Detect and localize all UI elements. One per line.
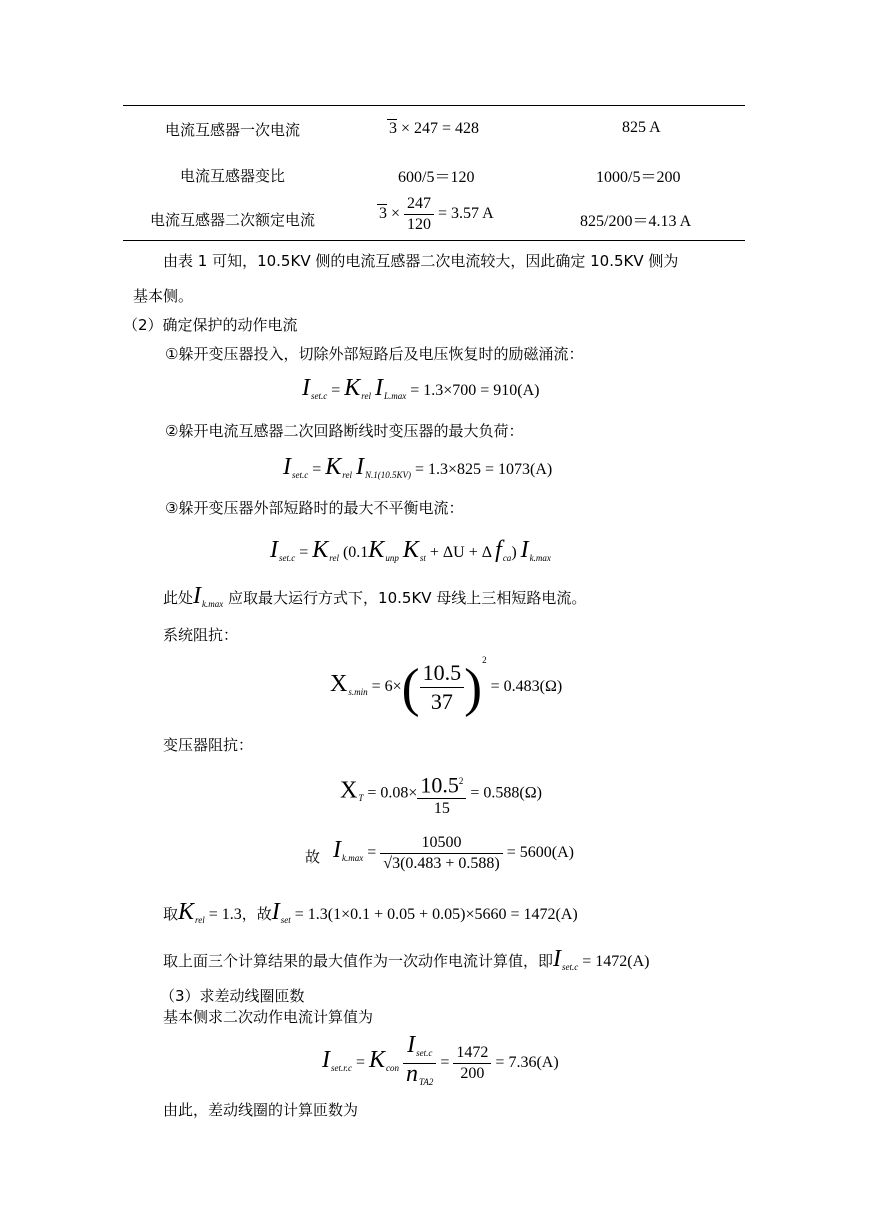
table-bottom-rule [123, 240, 745, 241]
table-row-1-col2: 3 × 247 = 428 [389, 120, 480, 137]
note-line: 此处$I_{k.max}$ 应取最大运行方式下，10.5KV 母线上三相短路电流。 [163, 583, 587, 609]
paragraph-line-1: 由表 1 可知，10.5KV 侧的电流互感器二次电流较大，因此确定 10.5KV 侧为 [163, 252, 679, 270]
max-result-line: 取上面三个计算结果的最大值作为一次动作电流计算值，即$I_{set.c} = 1472(A)$ [163, 946, 650, 972]
final-text: 由此，差动线圈的计算匝数为 [163, 1101, 359, 1119]
basic-side-text: 基本侧求二次动作电流计算值为 [163, 1008, 374, 1026]
system-impedance-label: 系统阻抗： [163, 626, 239, 644]
gu-label: 故 [305, 848, 321, 866]
section-heading-3: （3）求差动线圈匝数 [160, 987, 305, 1005]
transformer-impedance-label: 变压器阻抗： [163, 736, 254, 754]
equation-2: $I_{set.c} = K_{rel}$ $I_{N.1(10.5KV)} = 1.3\times 825 = 1073(A)$ [283, 454, 553, 480]
condition-3-text: ③躲开变压器外部短路时的最大不平衡电流： [165, 499, 464, 517]
table-top-rule [123, 105, 745, 106]
equation-iset-r-c: $I_{set.r.c} = K_{con}$ $\frac{I_{set.c}}{n_{TA2}}$ = $\frac{1472}{200}$ = 7.36(A) [322, 1035, 559, 1092]
equation-1: $I_{set.c} = K_{rel}$ $I_{L.max} = 1.3\times 700 = 910(A)$ [302, 375, 540, 401]
table-row-2-col2: 600/5＝120 [398, 169, 475, 186]
equation-xt: $X_T = 0.08\times$ $\frac{10.5^2}{15}$ = 0.588(Ω) [340, 772, 542, 818]
equation-ik: $I_{k.max}$ = $\frac{10500}{√3(0.483 + 0.588)}$ = 5600(A) [333, 834, 574, 872]
table-row-1-col3: 825 A [622, 119, 661, 136]
condition-2-text: ②躲开电流互感器二次回路断线时变压器的最大负荷： [165, 422, 524, 440]
table-row-2-label: 电流互感器变比 [180, 167, 286, 185]
paragraph-line-2: 基本侧。 [133, 287, 194, 305]
table-row-3-label: 电流互感器二次额定电流 [150, 211, 316, 229]
condition-1-text: ①躲开变压器投入，切除外部短路后及电压恢复时的励磁涌流： [165, 345, 584, 363]
equation-3: $I_{set.c} = K_{rel}$ ($0.1K_{unp}$ $K_{st} + \Delta U + \Delta$ $f_{ca}$) $I_{k.max}$ [270, 537, 551, 563]
table-row-2-col3: 1000/5＝200 [596, 169, 681, 186]
table-row-3-col3: 825/200＝4.13 A [580, 213, 692, 230]
table-row-3-col2: 3 × $\frac{247}{120}$ = 3.57 A [379, 195, 494, 233]
table-row-1-label: 电流互感器一次电流 [165, 121, 301, 139]
section-heading-2: （2）确定保护的动作电流 [123, 316, 298, 334]
equation-xs: $X_{s.min} = 6\times$( $\frac{10.5}{37}$ )$^2$ = 0.483(Ω) [330, 655, 563, 718]
krel-line: 取$K_{rel} = 1.3$，故$I_{set} = 1.3(1\times 0.1 + 0.05 + 0.05)\times 5660 = 1472(A)$ [163, 899, 578, 925]
